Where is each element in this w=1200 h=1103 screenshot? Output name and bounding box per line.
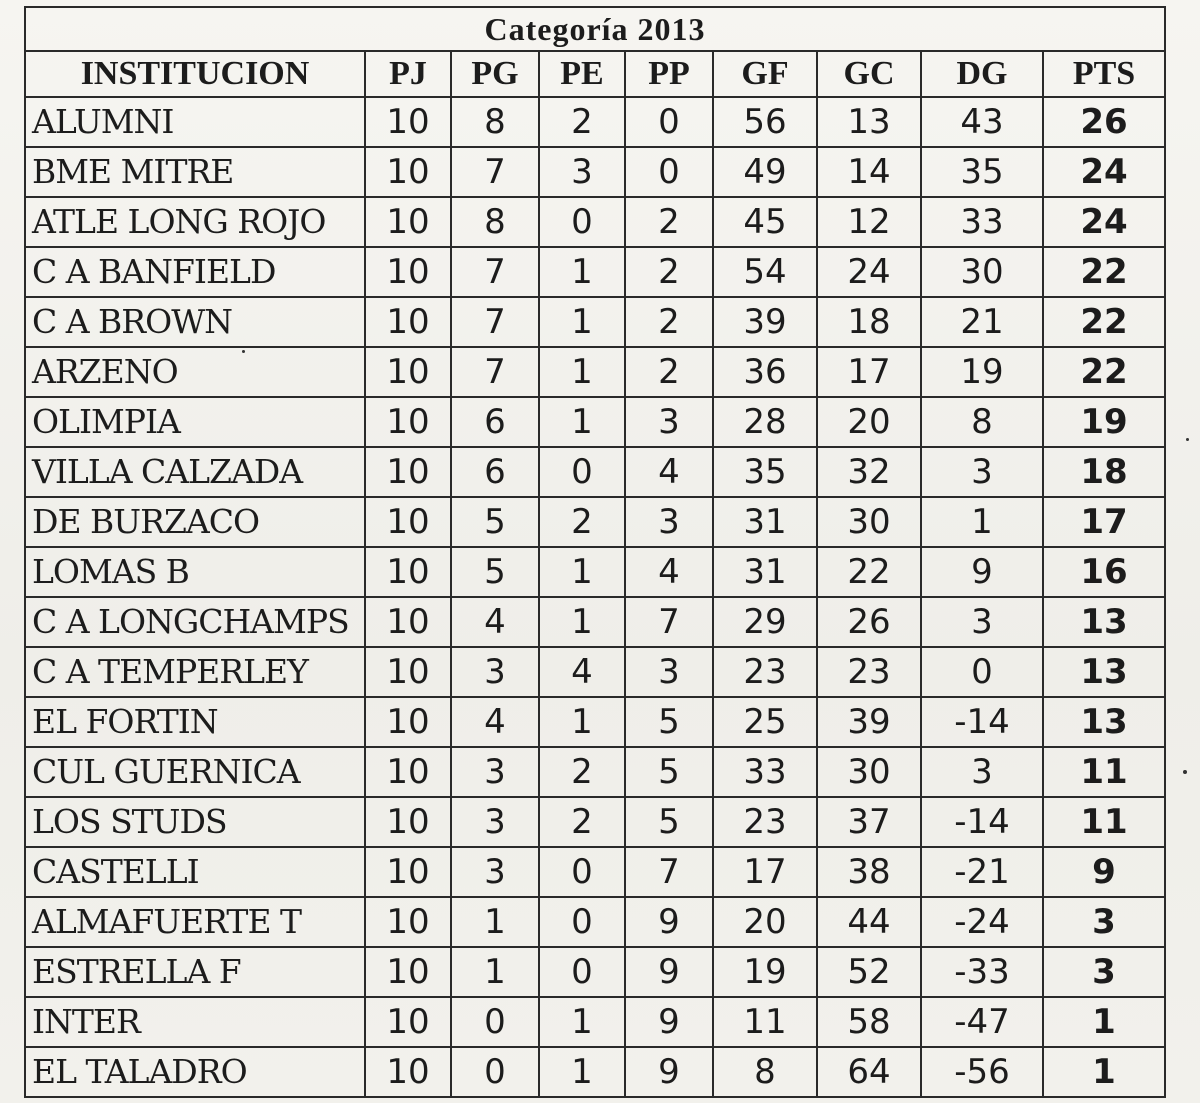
table-row: [25, 797, 1165, 847]
cell-pe: 1: [539, 597, 625, 647]
cell-pe: 1: [539, 697, 625, 747]
cell-gc: 23: [817, 647, 921, 697]
cell-dg: 3: [921, 747, 1043, 797]
cell-dg: 9: [921, 547, 1043, 597]
cell-pj: 10: [365, 897, 451, 947]
title-row: [25, 7, 1165, 51]
cell-pg: 3: [451, 847, 539, 897]
cell-pg: 0: [451, 1047, 539, 1097]
column-header-gc: GC: [817, 51, 921, 97]
cell-pe: 0: [539, 947, 625, 997]
cell-gc: 32: [817, 447, 921, 497]
table-row: [25, 247, 1165, 297]
cell-gc: 38: [817, 847, 921, 897]
cell-gc: 22: [817, 547, 921, 597]
paper-speck: [1186, 438, 1189, 441]
cell-gc: 18: [817, 297, 921, 347]
cell-pp: 5: [625, 697, 713, 747]
cell-dg: -33: [921, 947, 1043, 997]
cell-pp: 5: [625, 797, 713, 847]
column-header-gf: GF: [713, 51, 817, 97]
cell-pts: 3: [1043, 897, 1165, 947]
cell-pe: 2: [539, 747, 625, 797]
cell-pp: 9: [625, 897, 713, 947]
table-body: [25, 97, 1165, 1097]
cell-pts: 22: [1043, 297, 1165, 347]
cell-pe: 1: [539, 297, 625, 347]
cell-gf: 54: [713, 247, 817, 297]
cell-gf: 35: [713, 447, 817, 497]
cell-dg: -24: [921, 897, 1043, 947]
cell-pj: 10: [365, 647, 451, 697]
table-row: [25, 997, 1165, 1047]
cell-pp: 2: [625, 347, 713, 397]
cell-dg: 43: [921, 97, 1043, 147]
cell-gc: 26: [817, 597, 921, 647]
table-row: [25, 447, 1165, 497]
cell-pts: 1: [1043, 1047, 1165, 1097]
table-row: [25, 747, 1165, 797]
cell-pts: 22: [1043, 347, 1165, 397]
cell-dg: -14: [921, 797, 1043, 847]
paper-speck: [1183, 770, 1187, 774]
cell-pp: 0: [625, 97, 713, 147]
cell-gf: 25: [713, 697, 817, 747]
cell-pts: 18: [1043, 447, 1165, 497]
cell-pe: 0: [539, 447, 625, 497]
team-name-cell: OLIMPIA: [25, 397, 365, 447]
cell-gf: 29: [713, 597, 817, 647]
column-header-pp: PP: [625, 51, 713, 97]
cell-pts: 13: [1043, 647, 1165, 697]
cell-pts: 13: [1043, 597, 1165, 647]
cell-pp: 9: [625, 1047, 713, 1097]
team-name-cell: LOS STUDS: [25, 797, 365, 847]
cell-pts: 11: [1043, 797, 1165, 847]
cell-dg: 30: [921, 247, 1043, 297]
cell-dg: -47: [921, 997, 1043, 1047]
cell-pg: 8: [451, 197, 539, 247]
cell-pp: 3: [625, 647, 713, 697]
cell-pj: 10: [365, 147, 451, 197]
cell-pj: 10: [365, 347, 451, 397]
cell-pts: 24: [1043, 147, 1165, 197]
cell-pj: 10: [365, 447, 451, 497]
cell-gc: 37: [817, 797, 921, 847]
cell-gf: 31: [713, 547, 817, 597]
standings-table: [24, 6, 1166, 1098]
table-row: [25, 97, 1165, 147]
cell-pj: 10: [365, 797, 451, 847]
column-header-pg: PG: [451, 51, 539, 97]
cell-pg: 7: [451, 147, 539, 197]
cell-pg: 3: [451, 647, 539, 697]
cell-dg: -21: [921, 847, 1043, 897]
cell-pj: 10: [365, 97, 451, 147]
cell-dg: 8: [921, 397, 1043, 447]
column-header-pts: PTS: [1043, 51, 1165, 97]
cell-gc: 24: [817, 247, 921, 297]
cell-dg: -56: [921, 1047, 1043, 1097]
team-name-cell: ATLE LONG ROJO: [25, 197, 365, 247]
cell-pe: 1: [539, 547, 625, 597]
cell-gc: 30: [817, 747, 921, 797]
team-name-cell: VILLA CALZADA: [25, 447, 365, 497]
cell-pe: 2: [539, 97, 625, 147]
cell-pj: 10: [365, 397, 451, 447]
team-name-cell: C A TEMPERLEY: [25, 647, 365, 697]
cell-gf: 31: [713, 497, 817, 547]
cell-pp: 3: [625, 397, 713, 447]
team-name-cell: ALUMNI: [25, 97, 365, 147]
cell-pe: 1: [539, 397, 625, 447]
cell-pg: 0: [451, 997, 539, 1047]
cell-pj: 10: [365, 847, 451, 897]
team-name-cell: BME MITRE: [25, 147, 365, 197]
column-header-pj: PJ: [365, 51, 451, 97]
cell-pe: 1: [539, 347, 625, 397]
cell-pe: 4: [539, 647, 625, 697]
cell-pts: 24: [1043, 197, 1165, 247]
cell-pe: 0: [539, 897, 625, 947]
table-row: [25, 547, 1165, 597]
cell-gf: 28: [713, 397, 817, 447]
cell-pe: 1: [539, 1047, 625, 1097]
table-row: [25, 1047, 1165, 1097]
table-row: [25, 947, 1165, 997]
cell-gc: 30: [817, 497, 921, 547]
cell-pg: 6: [451, 447, 539, 497]
cell-pj: 10: [365, 947, 451, 997]
cell-gf: 17: [713, 847, 817, 897]
cell-pg: 4: [451, 697, 539, 747]
cell-gf: 19: [713, 947, 817, 997]
cell-pe: 0: [539, 847, 625, 897]
cell-gf: 45: [713, 197, 817, 247]
cell-gc: 64: [817, 1047, 921, 1097]
cell-pj: 10: [365, 747, 451, 797]
cell-dg: 3: [921, 597, 1043, 647]
table-title: Categoría 2013: [25, 7, 1165, 51]
cell-pts: 22: [1043, 247, 1165, 297]
cell-gc: 44: [817, 897, 921, 947]
cell-pp: 9: [625, 997, 713, 1047]
cell-dg: 33: [921, 197, 1043, 247]
cell-pts: 19: [1043, 397, 1165, 447]
team-name-cell: EL FORTIN: [25, 697, 365, 747]
cell-gf: 49: [713, 147, 817, 197]
cell-pts: 11: [1043, 747, 1165, 797]
cell-gc: 14: [817, 147, 921, 197]
table-row: [25, 647, 1165, 697]
cell-pj: 10: [365, 247, 451, 297]
header-row: [25, 51, 1165, 97]
cell-pg: 8: [451, 97, 539, 147]
team-name-cell: C A LONGCHAMPS: [25, 597, 365, 647]
cell-pj: 10: [365, 697, 451, 747]
cell-gf: 11: [713, 997, 817, 1047]
cell-pp: 4: [625, 447, 713, 497]
cell-pts: 3: [1043, 947, 1165, 997]
cell-pe: 2: [539, 497, 625, 547]
cell-dg: 3: [921, 447, 1043, 497]
cell-pts: 9: [1043, 847, 1165, 897]
cell-pts: 1: [1043, 997, 1165, 1047]
cell-pg: 3: [451, 797, 539, 847]
team-name-cell: DE BURZACO: [25, 497, 365, 547]
cell-dg: -14: [921, 697, 1043, 747]
cell-pp: 7: [625, 597, 713, 647]
table-row: [25, 397, 1165, 447]
team-name-cell: C A BROWN: [25, 297, 365, 347]
cell-pg: 3: [451, 747, 539, 797]
team-name-cell: INTER: [25, 997, 365, 1047]
cell-pj: 10: [365, 297, 451, 347]
cell-pj: 10: [365, 497, 451, 547]
cell-gc: 52: [817, 947, 921, 997]
table-row: [25, 597, 1165, 647]
table-row: [25, 847, 1165, 897]
cell-pp: 4: [625, 547, 713, 597]
cell-gc: 17: [817, 347, 921, 397]
cell-dg: 1: [921, 497, 1043, 547]
cell-pp: 9: [625, 947, 713, 997]
cell-pts: 26: [1043, 97, 1165, 147]
cell-pj: 10: [365, 547, 451, 597]
cell-gc: 58: [817, 997, 921, 1047]
team-name-cell: ESTRELLA F: [25, 947, 365, 997]
cell-gf: 20: [713, 897, 817, 947]
team-name-cell: EL TALADRO: [25, 1047, 365, 1097]
column-header-pe: PE: [539, 51, 625, 97]
team-name-cell: CASTELLI: [25, 847, 365, 897]
table-row: [25, 147, 1165, 197]
cell-gf: 39: [713, 297, 817, 347]
cell-pg: 1: [451, 947, 539, 997]
cell-dg: 0: [921, 647, 1043, 697]
cell-pj: 10: [365, 597, 451, 647]
team-name-cell: ARZENO: [25, 347, 365, 397]
cell-pg: 5: [451, 547, 539, 597]
cell-pp: 7: [625, 847, 713, 897]
cell-pe: 2: [539, 797, 625, 847]
cell-pg: 1: [451, 897, 539, 947]
cell-pts: 13: [1043, 697, 1165, 747]
table-row: [25, 497, 1165, 547]
cell-gf: 56: [713, 97, 817, 147]
cell-gf: 33: [713, 747, 817, 797]
cell-pp: 2: [625, 297, 713, 347]
team-name-cell: C A BANFIELD: [25, 247, 365, 297]
cell-pp: 0: [625, 147, 713, 197]
table-row: [25, 347, 1165, 397]
cell-pp: 2: [625, 197, 713, 247]
cell-pe: 3: [539, 147, 625, 197]
cell-pg: 4: [451, 597, 539, 647]
team-name-cell: ALMAFUERTE T: [25, 897, 365, 947]
cell-pg: 6: [451, 397, 539, 447]
table-row: [25, 297, 1165, 347]
cell-gf: 23: [713, 647, 817, 697]
team-name-cell: CUL GUERNICA: [25, 747, 365, 797]
cell-gf: 36: [713, 347, 817, 397]
cell-gc: 12: [817, 197, 921, 247]
cell-pe: 0: [539, 197, 625, 247]
cell-pe: 1: [539, 247, 625, 297]
paper-speck: [242, 350, 245, 353]
table-row: [25, 897, 1165, 947]
cell-gf: 23: [713, 797, 817, 847]
cell-gc: 39: [817, 697, 921, 747]
cell-pp: 5: [625, 747, 713, 797]
cell-pg: 5: [451, 497, 539, 547]
cell-pj: 10: [365, 997, 451, 1047]
cell-dg: 21: [921, 297, 1043, 347]
cell-pg: 7: [451, 347, 539, 397]
cell-pg: 7: [451, 247, 539, 297]
team-name-cell: LOMAS B: [25, 547, 365, 597]
cell-gc: 13: [817, 97, 921, 147]
cell-pts: 16: [1043, 547, 1165, 597]
cell-pp: 2: [625, 247, 713, 297]
cell-pe: 1: [539, 997, 625, 1047]
table-row: [25, 697, 1165, 747]
column-header-dg: DG: [921, 51, 1043, 97]
cell-dg: 35: [921, 147, 1043, 197]
cell-dg: 19: [921, 347, 1043, 397]
cell-pts: 17: [1043, 497, 1165, 547]
cell-gc: 20: [817, 397, 921, 447]
cell-gf: 8: [713, 1047, 817, 1097]
cell-pj: 10: [365, 197, 451, 247]
cell-pp: 3: [625, 497, 713, 547]
cell-pj: 10: [365, 1047, 451, 1097]
cell-pg: 7: [451, 297, 539, 347]
table-row: [25, 197, 1165, 247]
column-header-institucion: INSTITUCION: [25, 51, 365, 97]
